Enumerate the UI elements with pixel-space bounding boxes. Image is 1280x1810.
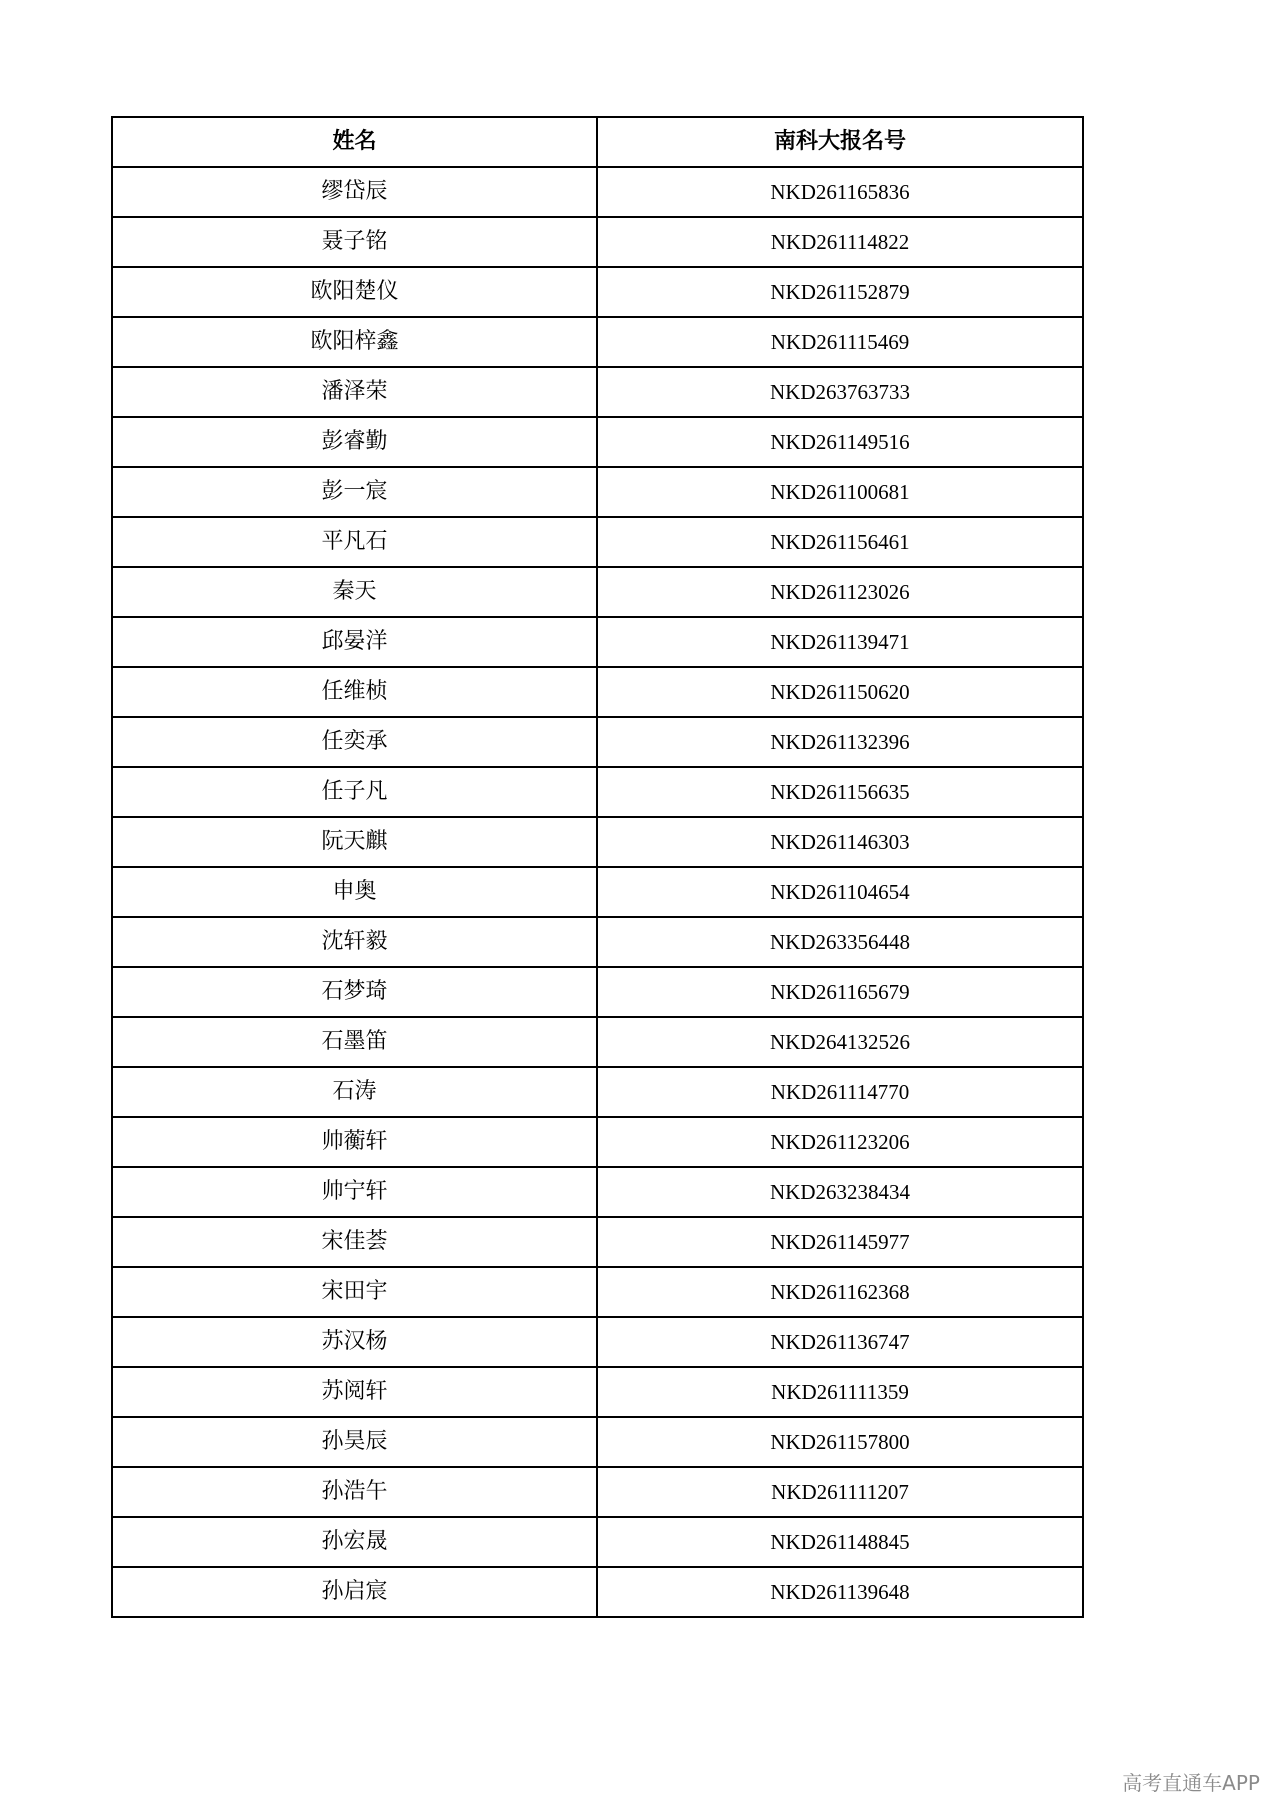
- table-row: [112, 717, 1083, 767]
- cell-registration-number: NKD263356448: [597, 917, 1083, 967]
- cell-name: 宋佳荟: [112, 1217, 597, 1267]
- table-row: [112, 1567, 1083, 1617]
- cell-registration-number: NKD261165679: [597, 967, 1083, 1017]
- cell-name: 平凡石: [112, 517, 597, 567]
- cell-registration-number: NKD264132526: [597, 1017, 1083, 1067]
- table-row: [112, 1217, 1083, 1267]
- cell-name: 孙启宸: [112, 1567, 597, 1617]
- table-row: [112, 517, 1083, 567]
- cell-name: 石涛: [112, 1067, 597, 1117]
- cell-name: 帅宁轩: [112, 1167, 597, 1217]
- cell-registration-number: NKD261152879: [597, 267, 1083, 317]
- cell-name: 石梦琦: [112, 967, 597, 1017]
- cell-name: 任维桢: [112, 667, 597, 717]
- table-row: [112, 1067, 1083, 1117]
- cell-registration-number: NKD261132396: [597, 717, 1083, 767]
- table-row: [112, 167, 1083, 217]
- cell-name: 彭一宸: [112, 467, 597, 517]
- table-row: [112, 1167, 1083, 1217]
- cell-name: 欧阳楚仪: [112, 267, 597, 317]
- table-row: [112, 617, 1083, 667]
- cell-name: 苏阅轩: [112, 1367, 597, 1417]
- table-row: [112, 1367, 1083, 1417]
- cell-registration-number: NKD261157800: [597, 1417, 1083, 1467]
- cell-registration-number: NKD261114822: [597, 217, 1083, 267]
- cell-registration-number: NKD263763733: [597, 367, 1083, 417]
- table-header-row: [112, 117, 1083, 167]
- cell-registration-number: NKD261145977: [597, 1217, 1083, 1267]
- cell-registration-number: NKD261146303: [597, 817, 1083, 867]
- table-row: [112, 1117, 1083, 1167]
- cell-name: 欧阳梓鑫: [112, 317, 597, 367]
- column-header-registration-number: 南科大报名号: [597, 117, 1083, 167]
- cell-name: 苏汉杨: [112, 1317, 597, 1367]
- cell-name: 沈轩毅: [112, 917, 597, 967]
- admission-list-table: [111, 116, 1084, 1618]
- table-row: [112, 1317, 1083, 1367]
- table-row: [112, 367, 1083, 417]
- cell-registration-number: NKD261150620: [597, 667, 1083, 717]
- cell-name: 宋田宇: [112, 1267, 597, 1317]
- table-row: [112, 1517, 1083, 1567]
- cell-registration-number: NKD261149516: [597, 417, 1083, 467]
- table-row: [112, 867, 1083, 917]
- cell-registration-number: NKD261114770: [597, 1067, 1083, 1117]
- table-row: [112, 1267, 1083, 1317]
- cell-name: 潘泽荣: [112, 367, 597, 417]
- cell-registration-number: NKD263238434: [597, 1167, 1083, 1217]
- cell-registration-number: NKD261136747: [597, 1317, 1083, 1367]
- cell-registration-number: NKD261123206: [597, 1117, 1083, 1167]
- table-row: [112, 317, 1083, 367]
- cell-name: 石墨笛: [112, 1017, 597, 1067]
- cell-registration-number: NKD261156461: [597, 517, 1083, 567]
- cell-name: 缪岱辰: [112, 167, 597, 217]
- table-row: [112, 1417, 1083, 1467]
- cell-registration-number: NKD261165836: [597, 167, 1083, 217]
- cell-name: 申奥: [112, 867, 597, 917]
- cell-name: 阮天麒: [112, 817, 597, 867]
- cell-registration-number: NKD261111359: [597, 1367, 1083, 1417]
- cell-registration-number: NKD261156635: [597, 767, 1083, 817]
- watermark-text: 高考直通车APP: [1122, 1771, 1260, 1795]
- cell-registration-number: NKD261139471: [597, 617, 1083, 667]
- table-row: [112, 917, 1083, 967]
- cell-registration-number: NKD261100681: [597, 467, 1083, 517]
- table-row: [112, 817, 1083, 867]
- cell-registration-number: NKD261104654: [597, 867, 1083, 917]
- cell-name: 孙浩午: [112, 1467, 597, 1517]
- cell-name: 邱晏洋: [112, 617, 597, 667]
- table-row: [112, 967, 1083, 1017]
- table-row: [112, 1017, 1083, 1067]
- cell-name: 聂子铭: [112, 217, 597, 267]
- cell-name: 任奕承: [112, 717, 597, 767]
- cell-name: 帅蘅轩: [112, 1117, 597, 1167]
- cell-registration-number: NKD261115469: [597, 317, 1083, 367]
- cell-registration-number: NKD261148845: [597, 1517, 1083, 1567]
- cell-name: 孙昊辰: [112, 1417, 597, 1467]
- table-row: [112, 767, 1083, 817]
- cell-name: 任子凡: [112, 767, 597, 817]
- cell-registration-number: NKD261139648: [597, 1567, 1083, 1617]
- table-row: [112, 1467, 1083, 1517]
- cell-registration-number: NKD261111207: [597, 1467, 1083, 1517]
- column-header-name: 姓名: [112, 117, 597, 167]
- table-row: [112, 467, 1083, 517]
- table-row: [112, 217, 1083, 267]
- table-row: [112, 267, 1083, 317]
- cell-name: 孙宏晟: [112, 1517, 597, 1567]
- cell-registration-number: NKD261162368: [597, 1267, 1083, 1317]
- table-row: [112, 417, 1083, 467]
- table-body: [112, 167, 1083, 1617]
- table-row: [112, 567, 1083, 617]
- cell-name: 彭睿勤: [112, 417, 597, 467]
- cell-registration-number: NKD261123026: [597, 567, 1083, 617]
- cell-name: 秦天: [112, 567, 597, 617]
- table-row: [112, 667, 1083, 717]
